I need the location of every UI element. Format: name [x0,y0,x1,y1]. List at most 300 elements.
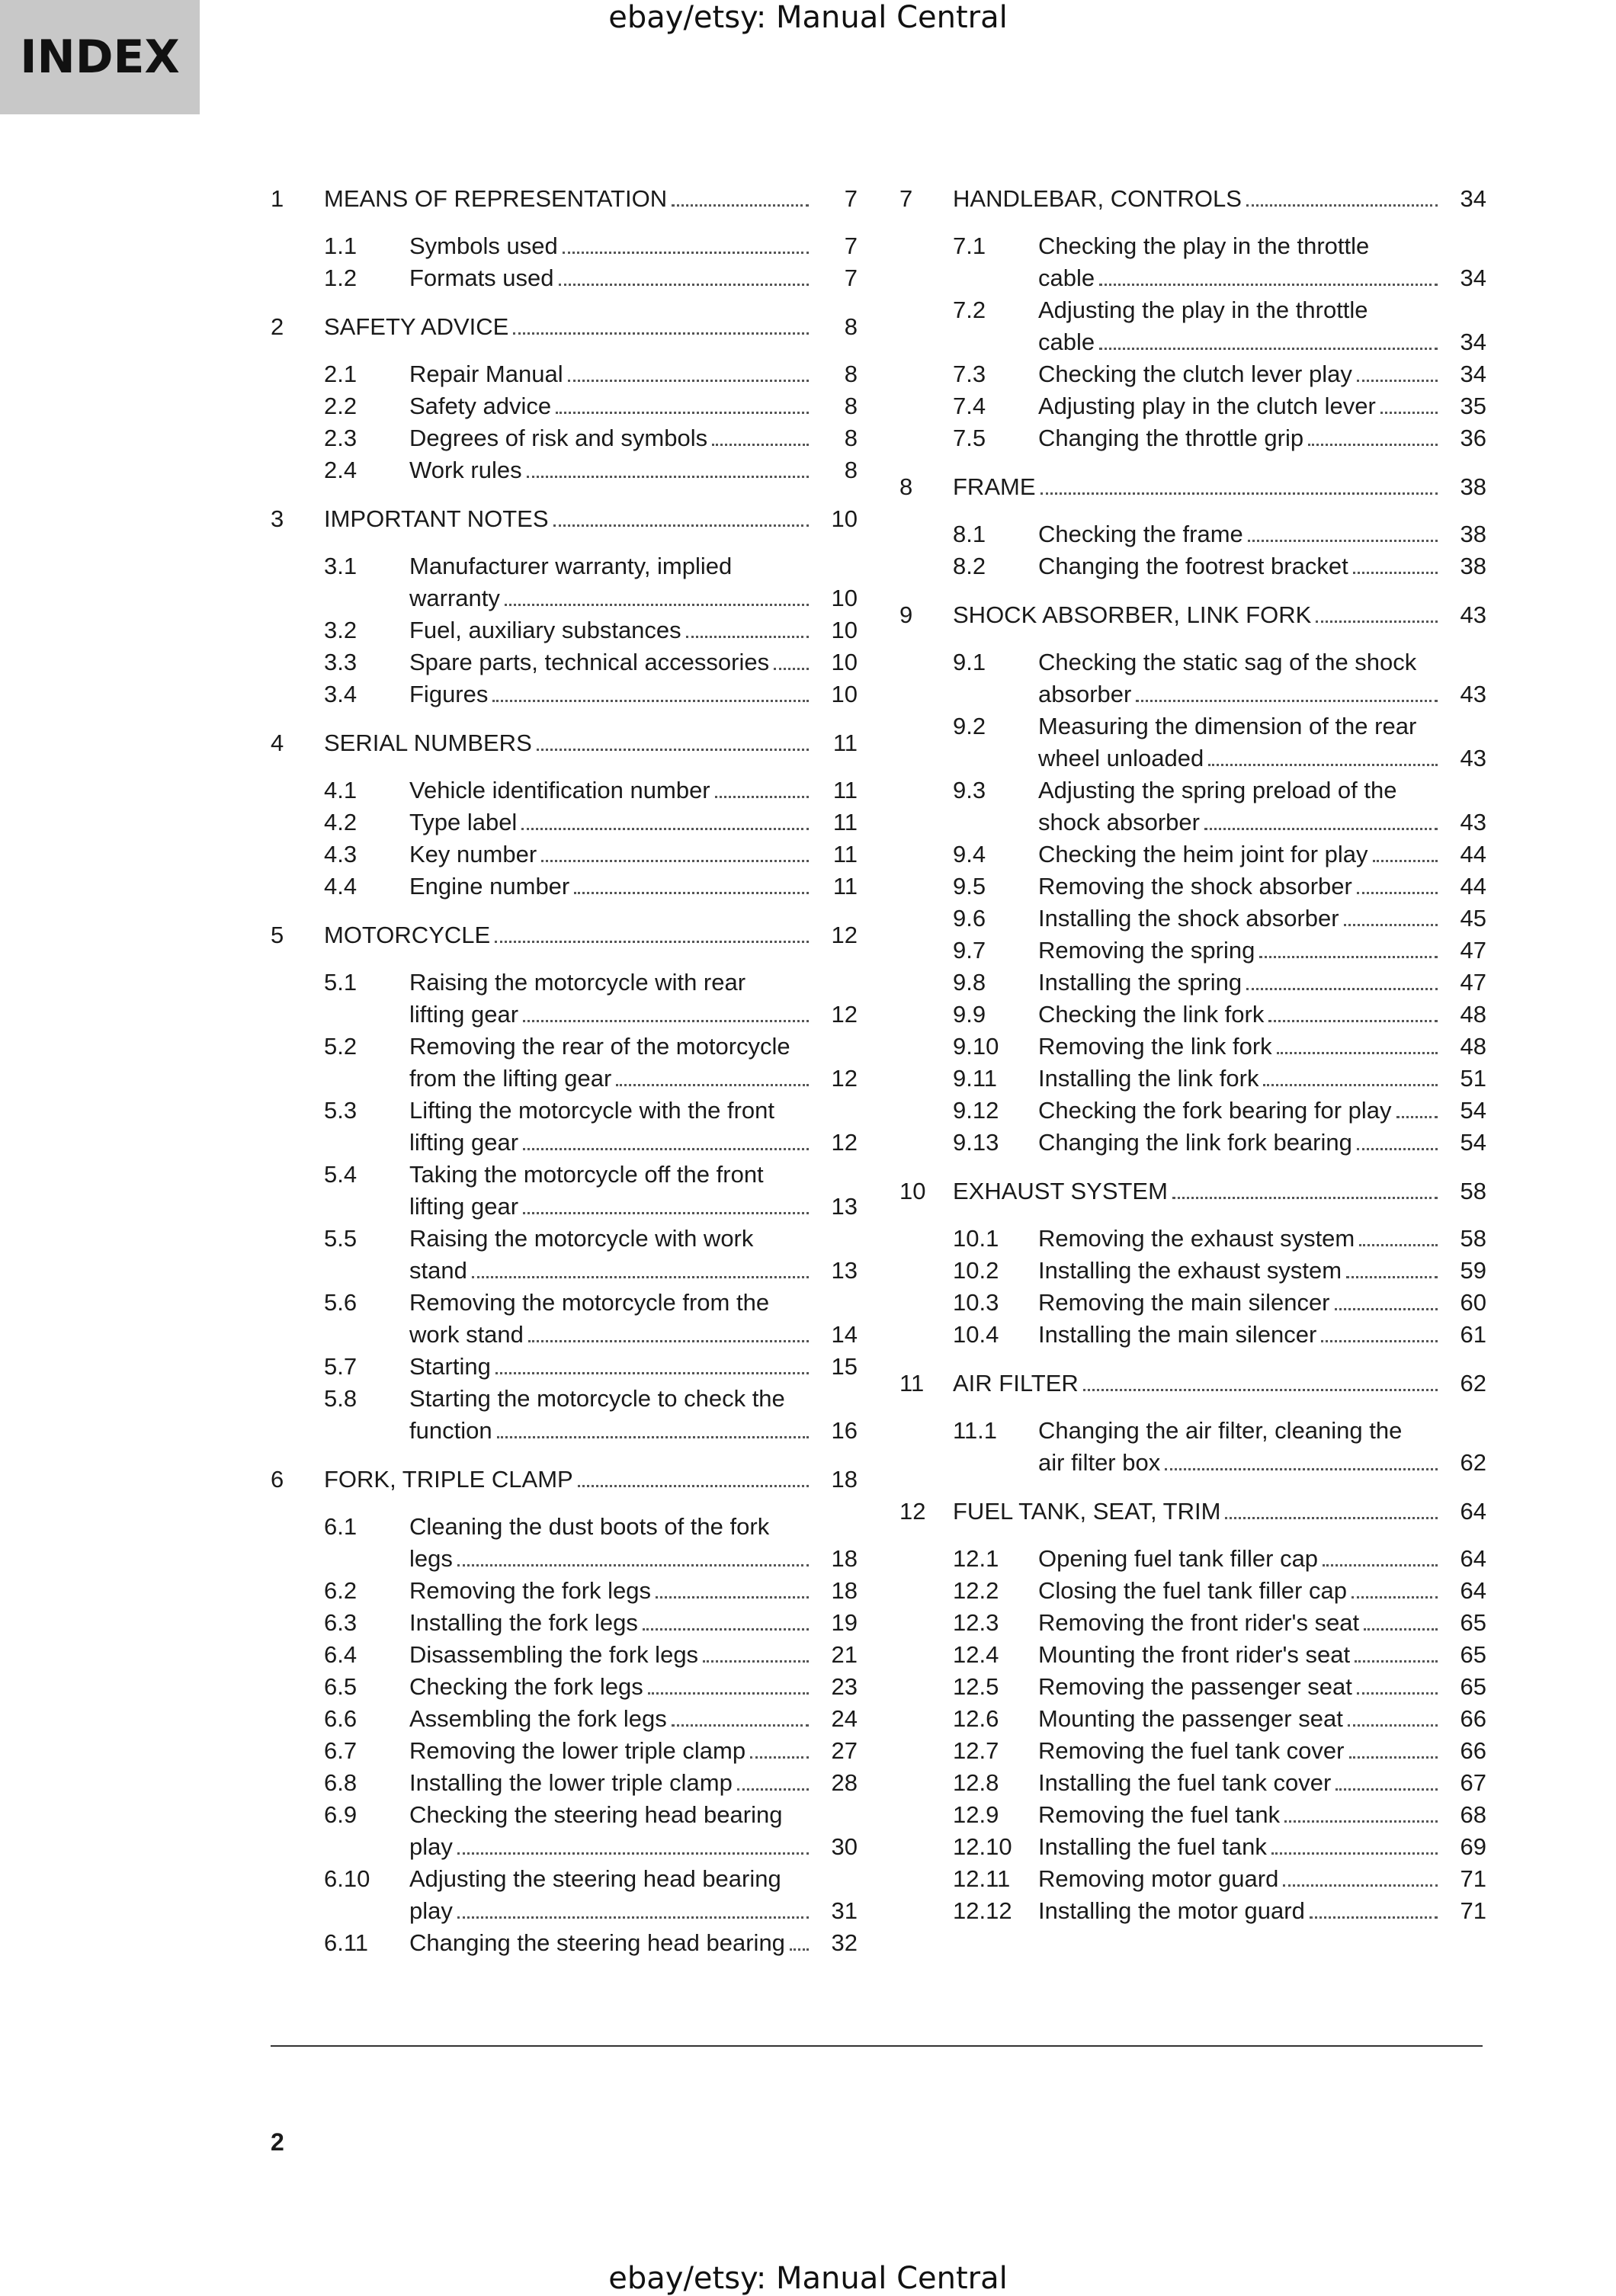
toc-entry [271,1767,858,1799]
entry-title-line: Engine number [409,873,570,899]
dot-leader [703,1660,809,1663]
dot-leader [523,1212,809,1214]
toc-entry [899,774,1486,839]
entry-title-line: Figures [409,681,489,707]
entry-title-line: Adjusting the play in the throttle [1038,297,1368,323]
dot-leader [521,828,809,830]
entry-page: 58 [1460,1225,1486,1252]
entry-page: 38 [1460,521,1486,547]
header-watermark: ebay/etsy: Manual Central [608,0,1008,35]
entry-page: 43 [1460,745,1486,771]
entry-page: 62 [1460,1449,1486,1476]
toc-entry [271,1031,858,1095]
entry-title-last [409,839,816,871]
entry-title [324,1464,816,1496]
entry-title [409,1031,816,1095]
entry-body [409,967,858,1031]
entry-title [409,390,816,422]
entry-body [409,1735,858,1767]
dot-leader [715,796,809,798]
entry-page: 7 [844,232,858,259]
entry-number: 6.8 [324,1769,358,1796]
entry-title-last [1038,1031,1445,1063]
entry-number: 2.3 [324,425,358,451]
toc-entry [899,1575,1486,1607]
entry-title [953,1175,1445,1207]
entry-title-line: Opening fuel tank filler cap [1038,1545,1319,1572]
entry-body [1038,1287,1486,1319]
entry-title-line: Repair Manual [409,361,563,387]
dot-leader [528,1340,809,1342]
entry-body [1038,1703,1486,1735]
dot-leader [1357,892,1438,894]
entry-number: 7.2 [953,297,986,323]
entry-body [1038,1095,1486,1127]
entry-number: 10.4 [953,1321,999,1348]
entry-page: 59 [1460,1257,1486,1284]
entry-body [409,774,858,806]
entry-page: 64 [1460,1498,1486,1525]
entry-number: 5.7 [324,1353,358,1380]
entry-page: 8 [844,361,858,387]
entry-title-line: Checking the fork bearing for play [1038,1097,1392,1124]
dot-leader [1263,1084,1438,1086]
entry-body [1038,1127,1486,1159]
entry-body [409,1799,858,1863]
entry-title-line: FRAME [953,473,1036,500]
entry-body [1038,550,1486,582]
entry-body [1038,1671,1486,1703]
dot-leader [1271,1852,1438,1855]
entry-title-last [1038,1543,1445,1575]
dot-leader [497,1436,809,1438]
entry-title-line: MEANS OF REPRESENTATION [324,185,668,212]
dot-leader [774,668,809,670]
entry-title-last [409,1255,816,1287]
entry-title-last [1038,806,1445,839]
entry-title [409,1223,816,1287]
entry-page: 65 [1460,1609,1486,1636]
entry-title-last [409,230,816,262]
toc-entry [899,871,1486,903]
dot-leader [1277,1052,1438,1054]
entry-title-line: Manufacturer warranty, implied [409,553,733,579]
toc-entry [899,1799,1486,1831]
entry-title-last [1038,1607,1445,1639]
entry-title-line: Removing the fuel tank cover [1038,1737,1345,1764]
entry-number: 9.1 [953,649,986,675]
entry-title-last [409,390,816,422]
entry-title-line: work stand [409,1321,524,1348]
entry-title-line: Key number [409,841,537,867]
entry-title-line: MOTORCYCLE [324,922,491,948]
entry-title-line: Changing the link fork bearing [1038,1129,1352,1156]
entry-title [953,1496,1445,1528]
dot-leader [513,332,809,335]
entry-page: 54 [1460,1097,1486,1124]
entry-title [409,1927,816,1959]
dot-leader [537,749,809,751]
entry-title-last [409,582,816,614]
entry-page: 11 [832,841,858,867]
entry-page: 10 [831,617,858,643]
dot-leader [790,1948,809,1951]
entry-page: 34 [1460,265,1486,291]
entry-title-line: Changing the air filter, cleaning the [1038,1417,1403,1444]
entry-body [409,1383,858,1447]
toc-column-right [899,183,1486,1927]
entry-title-last [409,1063,816,1095]
dot-leader [527,476,809,478]
dot-leader [1357,1692,1438,1695]
entry-title [324,311,816,343]
entry-title-line: from the lifting gear [409,1065,612,1092]
toc-entry [899,646,1486,710]
toc-entry [899,710,1486,774]
entry-title-last [1038,1799,1445,1831]
entry-title-line: Adjusting the spring preload of the [1038,777,1397,803]
entry-title-line: SERIAL NUMBERS [324,730,532,756]
dot-leader [556,412,809,414]
dot-leader [553,524,809,527]
entry-page: 66 [1460,1737,1486,1764]
entry-title [1038,1223,1445,1255]
dot-leader [1321,1340,1438,1342]
entry-body [953,1368,1486,1400]
entry-title [409,454,816,486]
entry-number: 9.2 [953,713,986,739]
entry-body [1038,999,1486,1031]
dot-leader [1246,204,1438,207]
entry-title-line: air filter box [1038,1449,1161,1476]
entry-title [1038,839,1445,871]
entry-title-last [1038,935,1445,967]
dot-leader [1208,764,1438,766]
toc-entry [899,1543,1486,1575]
entry-number: 8.2 [953,553,986,579]
toc-entry [271,422,858,454]
entry-title-last [1038,1767,1445,1799]
entry-body [409,454,858,486]
toc-entry [899,1319,1486,1351]
entry-number: 1 [271,185,284,212]
entry-title-line: Installing the fuel tank cover [1038,1769,1332,1796]
entry-title-last [1038,1255,1445,1287]
entry-title-line: Removing the fork legs [409,1577,652,1604]
toc-entry [271,1927,858,1959]
entry-number: 3.2 [324,617,358,643]
dot-leader [495,1372,809,1374]
entry-body [1038,935,1486,967]
toc-entry [271,774,858,806]
entry-title-line: Starting the motorcycle to check the [409,1385,785,1412]
toc-entry [899,550,1486,582]
entry-title [409,422,816,454]
entry-body [409,1639,858,1671]
toc-entry [271,1383,858,1447]
toc-chapter [899,1368,1486,1400]
entry-page: 24 [831,1705,858,1732]
entry-title-line: Checking the link fork [1038,1001,1265,1028]
entry-number: 9.10 [953,1033,999,1060]
entry-page: 54 [1460,1129,1486,1156]
entry-number: 6.3 [324,1609,358,1636]
entry-title-line: Removing the shock absorber [1038,873,1352,899]
entry-body [1038,1863,1486,1895]
entry-body [1038,294,1486,358]
entry-title-last [953,471,1445,503]
entry-title-last [1038,1095,1445,1127]
dot-leader [1284,1820,1438,1823]
entry-title-line: Installing the fork legs [409,1609,638,1636]
entry-title [409,614,816,646]
dot-leader [1380,412,1438,414]
entry-page: 62 [1460,1370,1486,1397]
entry-title-line: Changing the steering head bearing [409,1929,785,1956]
entry-title-last [409,1319,816,1351]
dot-leader [1344,924,1438,926]
dot-leader [1248,540,1438,542]
entry-number: 7.5 [953,425,986,451]
entry-page: 38 [1460,553,1486,579]
entry-body [409,1927,858,1959]
entry-number: 6.4 [324,1641,358,1668]
entry-number: 7.1 [953,232,986,259]
dot-leader [656,1596,809,1599]
toc-entry [899,839,1486,871]
dot-leader [750,1756,809,1759]
entry-body [409,230,858,262]
entry-number: 12.1 [953,1545,999,1572]
entry-title [409,1703,816,1735]
entry-title-last [953,599,1445,631]
dot-leader [1040,492,1438,495]
entry-number: 7.4 [953,393,986,419]
entry-number: 10.2 [953,1257,999,1284]
dot-leader [1308,444,1438,446]
entry-title-line: Checking the fork legs [409,1673,643,1700]
entry-page: 71 [1460,1897,1486,1924]
entry-number: 12.8 [953,1769,999,1796]
dot-leader [1283,1884,1438,1887]
dot-leader [1353,572,1438,574]
entry-title [1038,1607,1445,1639]
entry-title-line: Spare parts, technical accessories [409,649,770,675]
entry-number: 3.4 [324,681,358,707]
dot-leader [1349,1756,1438,1759]
entry-number: 1.2 [324,265,358,291]
entry-title-last [409,1607,816,1639]
dot-leader [457,1916,809,1919]
entry-title-line: Removing the motorcycle from the [409,1289,770,1316]
entry-title-last [409,999,816,1031]
dot-leader [1136,700,1438,702]
dot-leader [1323,1564,1438,1566]
entry-page: 11 [832,873,858,899]
dot-leader [1373,860,1438,862]
entry-title-line: Removing the rear of the motorcycle [409,1033,790,1060]
entry-title-line: Mounting the passenger seat [1038,1705,1343,1732]
dot-leader [1346,1276,1438,1278]
entry-page: 11 [832,730,858,756]
entry-body [1038,422,1486,454]
entry-number: 9.6 [953,905,986,932]
entry-page: 36 [1460,425,1486,451]
toc-chapter [271,919,858,951]
entry-title-line: lifting gear [409,1129,519,1156]
entry-page: 67 [1460,1769,1486,1796]
entry-body [1038,1223,1486,1255]
toc-entry [271,1511,858,1575]
entry-page: 47 [1460,969,1486,996]
toc-entry [271,230,858,262]
dot-leader [457,1564,809,1566]
entry-title [1038,1639,1445,1671]
entry-number: 4.1 [324,777,358,803]
toc-entry [899,1415,1486,1479]
entry-page: 16 [831,1417,858,1444]
entry-page: 38 [1460,473,1486,500]
toc-entry [271,1287,858,1351]
toc-entry [899,294,1486,358]
entry-number: 9.12 [953,1097,999,1124]
entry-title-line: Checking the play in the throttle [1038,232,1370,259]
entry-title [1038,1863,1445,1895]
entry-body [409,871,858,903]
entry-title-line: play [409,1833,453,1860]
entry-title [1038,230,1445,294]
entry-title-line: absorber [1038,681,1132,707]
toc-entry [271,1799,858,1863]
entry-page: 13 [831,1193,858,1220]
dot-leader [1099,348,1438,350]
toc-chapter [271,183,858,215]
toc-entry [271,839,858,871]
entry-title-line: Checking the steering head bearing [409,1801,783,1828]
entry-page: 23 [831,1673,858,1700]
entry-title-last [409,1351,816,1383]
entry-title [1038,1895,1445,1927]
dot-leader [1335,1308,1438,1310]
entry-number: 12.2 [953,1577,999,1604]
entry-body [1038,1799,1486,1831]
entry-number: 6.11 [324,1929,369,1956]
entry-title-line: Safety advice [409,393,552,419]
dot-leader [1364,1628,1438,1631]
entry-title [409,1799,816,1863]
dot-leader [1359,1244,1438,1246]
entry-title-last [1038,326,1445,358]
entry-page: 12 [831,1129,858,1156]
entry-body [409,422,858,454]
entry-title-last [1038,1639,1445,1671]
dot-leader [1225,1517,1438,1519]
toc-entry [271,1735,858,1767]
entry-page: 71 [1460,1865,1486,1892]
dot-leader [1083,1389,1438,1391]
entry-title [953,183,1445,215]
toc-entry [271,806,858,839]
entry-page: 30 [831,1833,858,1860]
entry-title [1038,1543,1445,1575]
entry-number: 2.2 [324,393,358,419]
toc-entry [899,230,1486,294]
entry-page: 18 [831,1545,858,1572]
entry-title-line: wheel unloaded [1038,745,1204,771]
entry-title-line: Installing the spring [1038,969,1242,996]
entry-page: 28 [831,1769,858,1796]
entry-number: 5.6 [324,1289,358,1316]
toc-entry [271,1863,858,1927]
entry-title [1038,1575,1445,1607]
entry-title-line: Changing the footrest bracket [1038,553,1348,579]
entry-title-line: FUEL TANK, SEAT, TRIM [953,1498,1221,1525]
toc-chapter [271,503,858,535]
entry-page: 44 [1460,841,1486,867]
entry-title-line: play [409,1897,453,1924]
entry-title-last [409,1415,816,1447]
entry-number: 12.4 [953,1641,999,1668]
entry-title [409,1511,816,1575]
toc-entry [899,1063,1486,1095]
entry-body [1038,1543,1486,1575]
dot-leader [1165,1468,1438,1470]
entry-body [409,390,858,422]
entry-title [953,1368,1445,1400]
entry-number: 9.11 [953,1065,998,1092]
entry-title-last [1038,1671,1445,1703]
entry-page: 35 [1460,393,1486,419]
entry-number: 6.1 [324,1513,358,1540]
entry-title-line: SHOCK ABSORBER, LINK FORK [953,601,1312,628]
entry-body [1038,390,1486,422]
entry-body [409,1095,858,1159]
entry-title [953,599,1445,631]
entry-title [1038,710,1445,774]
entry-title [409,1159,816,1223]
entry-title-last [324,503,816,535]
entry-body [1038,646,1486,710]
entry-title-last [1038,1575,1445,1607]
entry-title-line: Checking the static sag of the shock [1038,649,1417,675]
entry-body [1038,774,1486,839]
toc-chapter [899,1175,1486,1207]
entry-title-last [1038,999,1445,1031]
entry-title-line: Raising the motorcycle with work [409,1225,754,1252]
entry-number: 3.3 [324,649,358,675]
entry-title-last [1038,390,1445,422]
entry-title [324,183,816,215]
entry-title [409,1671,816,1703]
entry-number: 7 [899,185,913,212]
dot-leader [1246,988,1438,990]
entry-body [324,919,858,951]
entry-title [409,1767,816,1799]
entry-title-line: Disassembling the fork legs [409,1641,699,1668]
entry-title-line: Raising the motorcycle with rear [409,969,746,996]
entry-title-line: Removing motor guard [1038,1865,1279,1892]
entry-title [409,1575,816,1607]
entry-title-last [409,1127,816,1159]
entry-page: 7 [844,185,858,212]
toc-entry [899,1031,1486,1063]
entry-title-line: cable [1038,329,1095,355]
toc-entry [271,1223,858,1287]
dot-leader [523,1148,809,1150]
toc-chapter [899,1496,1486,1528]
entry-title-last [1038,839,1445,871]
dot-leader [563,252,809,254]
